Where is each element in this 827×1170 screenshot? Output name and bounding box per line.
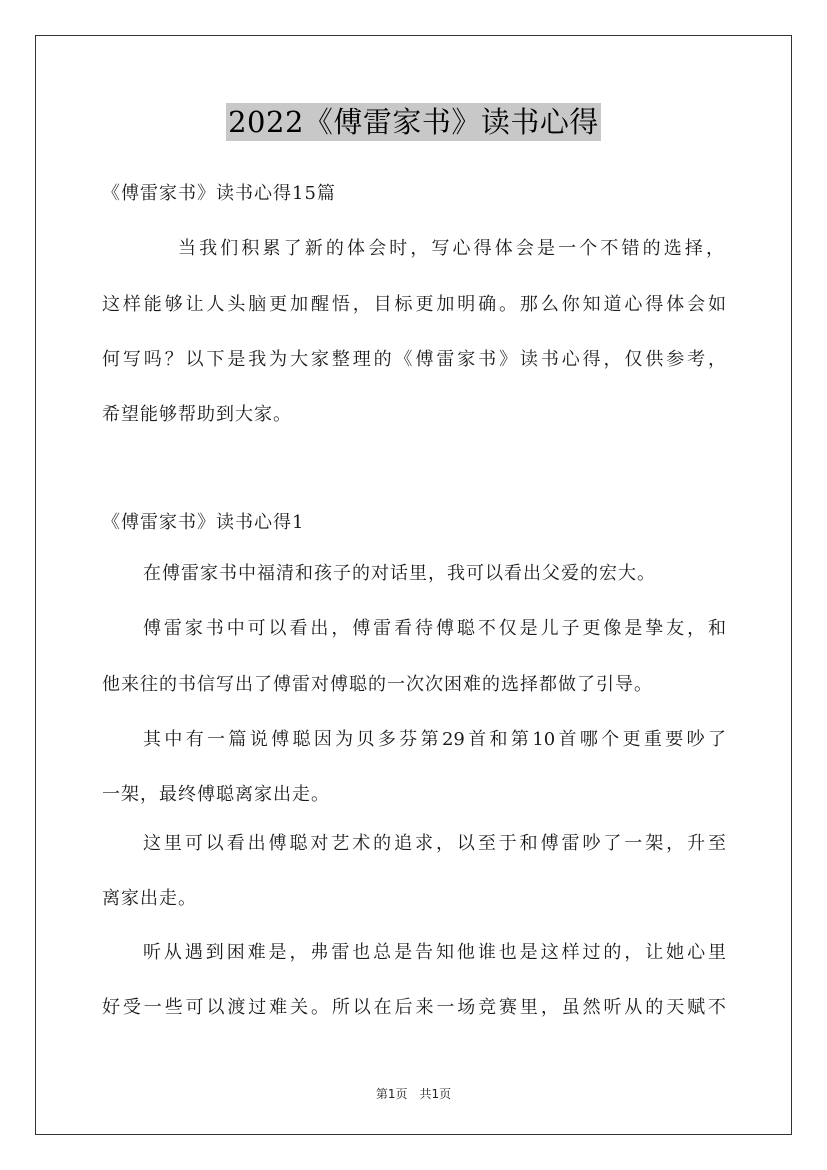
title-wrap (0, 103, 827, 141)
intro-line-1: 当我们积累了新的体会时，写心得体会是一个不错的选择， (178, 238, 724, 259)
document-title: 2022《傅雷家书》读书心得 (228, 105, 599, 139)
subtitle: 《傅雷家书》读书心得15篇 (102, 183, 336, 204)
intro-line-2: 这样能够让人头脑更加醒悟，目标更加明确。那么你知道心得体会如 (102, 294, 726, 315)
intro-line-4: 希望能够帮助到大家。 (102, 404, 292, 425)
body-line-4: 其中有一篇说傅聪因为贝多芬第29首和第10首哪个更重要吵了 (143, 729, 726, 750)
body-line-9: 好受一些可以渡过难关。所以在后来一场竞赛里，虽然听从的天赋不 (102, 997, 726, 1018)
intro-line-3: 何写吗？以下是我为大家整理的《傅雷家书》读书心得，仅供参考， (102, 349, 726, 370)
page-footer: 第1页 共1页 (375, 1087, 452, 1101)
body-line-8: 听从遇到困难是，弗雷也总是告知他谁也是这样过的，让她心里 (143, 942, 726, 963)
body-line-6: 这里可以看出傅聪对艺术的追求，以至于和傅雷吵了一架，升至 (143, 833, 726, 854)
body-line-7: 离家出走。 (102, 888, 197, 909)
body-line-1: 在傅雷家书中福清和孩子的对话里，我可以看出父爱的宏大。 (143, 563, 656, 584)
body-line-5: 一架，最终傅聪离家出走。 (102, 784, 330, 805)
section-heading: 《傅雷家书》读书心得1 (102, 512, 305, 533)
body-line-2: 傅雷家书中可以看出，傅雷看待傅聪不仅是儿子更像是挚友，和 (143, 618, 726, 639)
body-line-3: 他来往的书信写出了傅雷对傅聪的一次次困难的选择都做了引导。 (102, 674, 653, 695)
